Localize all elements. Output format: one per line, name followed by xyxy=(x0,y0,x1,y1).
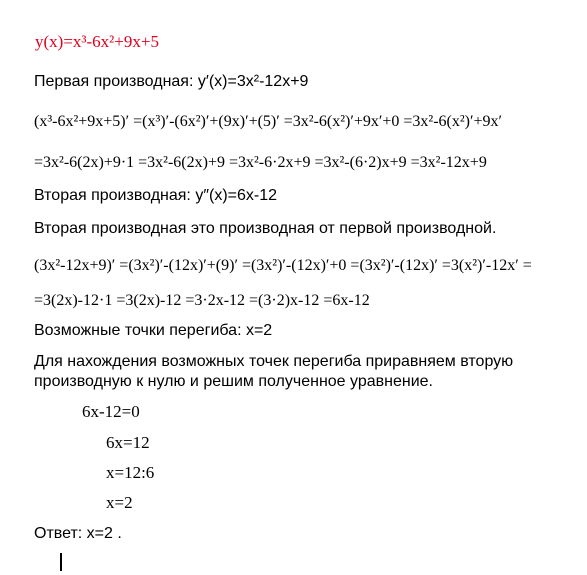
explanation-line-1: Для нахождения возможных точек перегиба приравняем вторую xyxy=(34,353,514,370)
equation-step-1: 6x-12=0 xyxy=(82,402,140,421)
function-definition: y(x)=x³-6x²+9x+5 xyxy=(35,32,159,51)
first-derivative-step-2: =3x²-6(2x)+9·1 =3x²-6(2x)+9 =3x²-6·2x+9 =3x²-(6·2)x+9 =3x²-12x+9 xyxy=(34,154,487,171)
first-derivative-step-1: (x³-6x²+9x+5)′ =(x³)′-(6x²)′+(9x)′+(5)′ =3x²-6(x²)′+9x′+0 =3x²-6(x²)′+9x′ xyxy=(34,113,503,130)
text-cursor xyxy=(60,553,62,571)
answer: Ответ: x=2 . xyxy=(34,525,122,542)
second-derivative-step-1: (3x²-12x+9)′ =(3x²)′-(12x)′+(9)′ =(3x²)′-(12x)′+0 =(3x²)′-(12x)′ =3(x²)′-12x′ = xyxy=(34,257,532,274)
second-derivative-note: Вторая производная это производная от первой производной. xyxy=(34,220,497,237)
equation-step-4: x=2 xyxy=(106,493,133,512)
equation-step-3: x=12:6 xyxy=(106,463,155,482)
explanation-line-2: производную к нулю и решим полученное уравнение. xyxy=(34,373,433,390)
second-derivative-step-2: =3(2x)-12·1 =3(2x)-12 =3·2x-12 =(3·2)x-12 =6x-12 xyxy=(34,292,370,309)
first-derivative-label: Первая производная: y′(x)=3x²-12x+9 xyxy=(34,73,309,90)
inflection-points-label: Возможные точки перегиба: x=2 xyxy=(34,322,273,339)
equation-step-2: 6x=12 xyxy=(106,433,150,452)
second-derivative-label: Вторая производная: y″(x)=6x-12 xyxy=(34,187,278,204)
